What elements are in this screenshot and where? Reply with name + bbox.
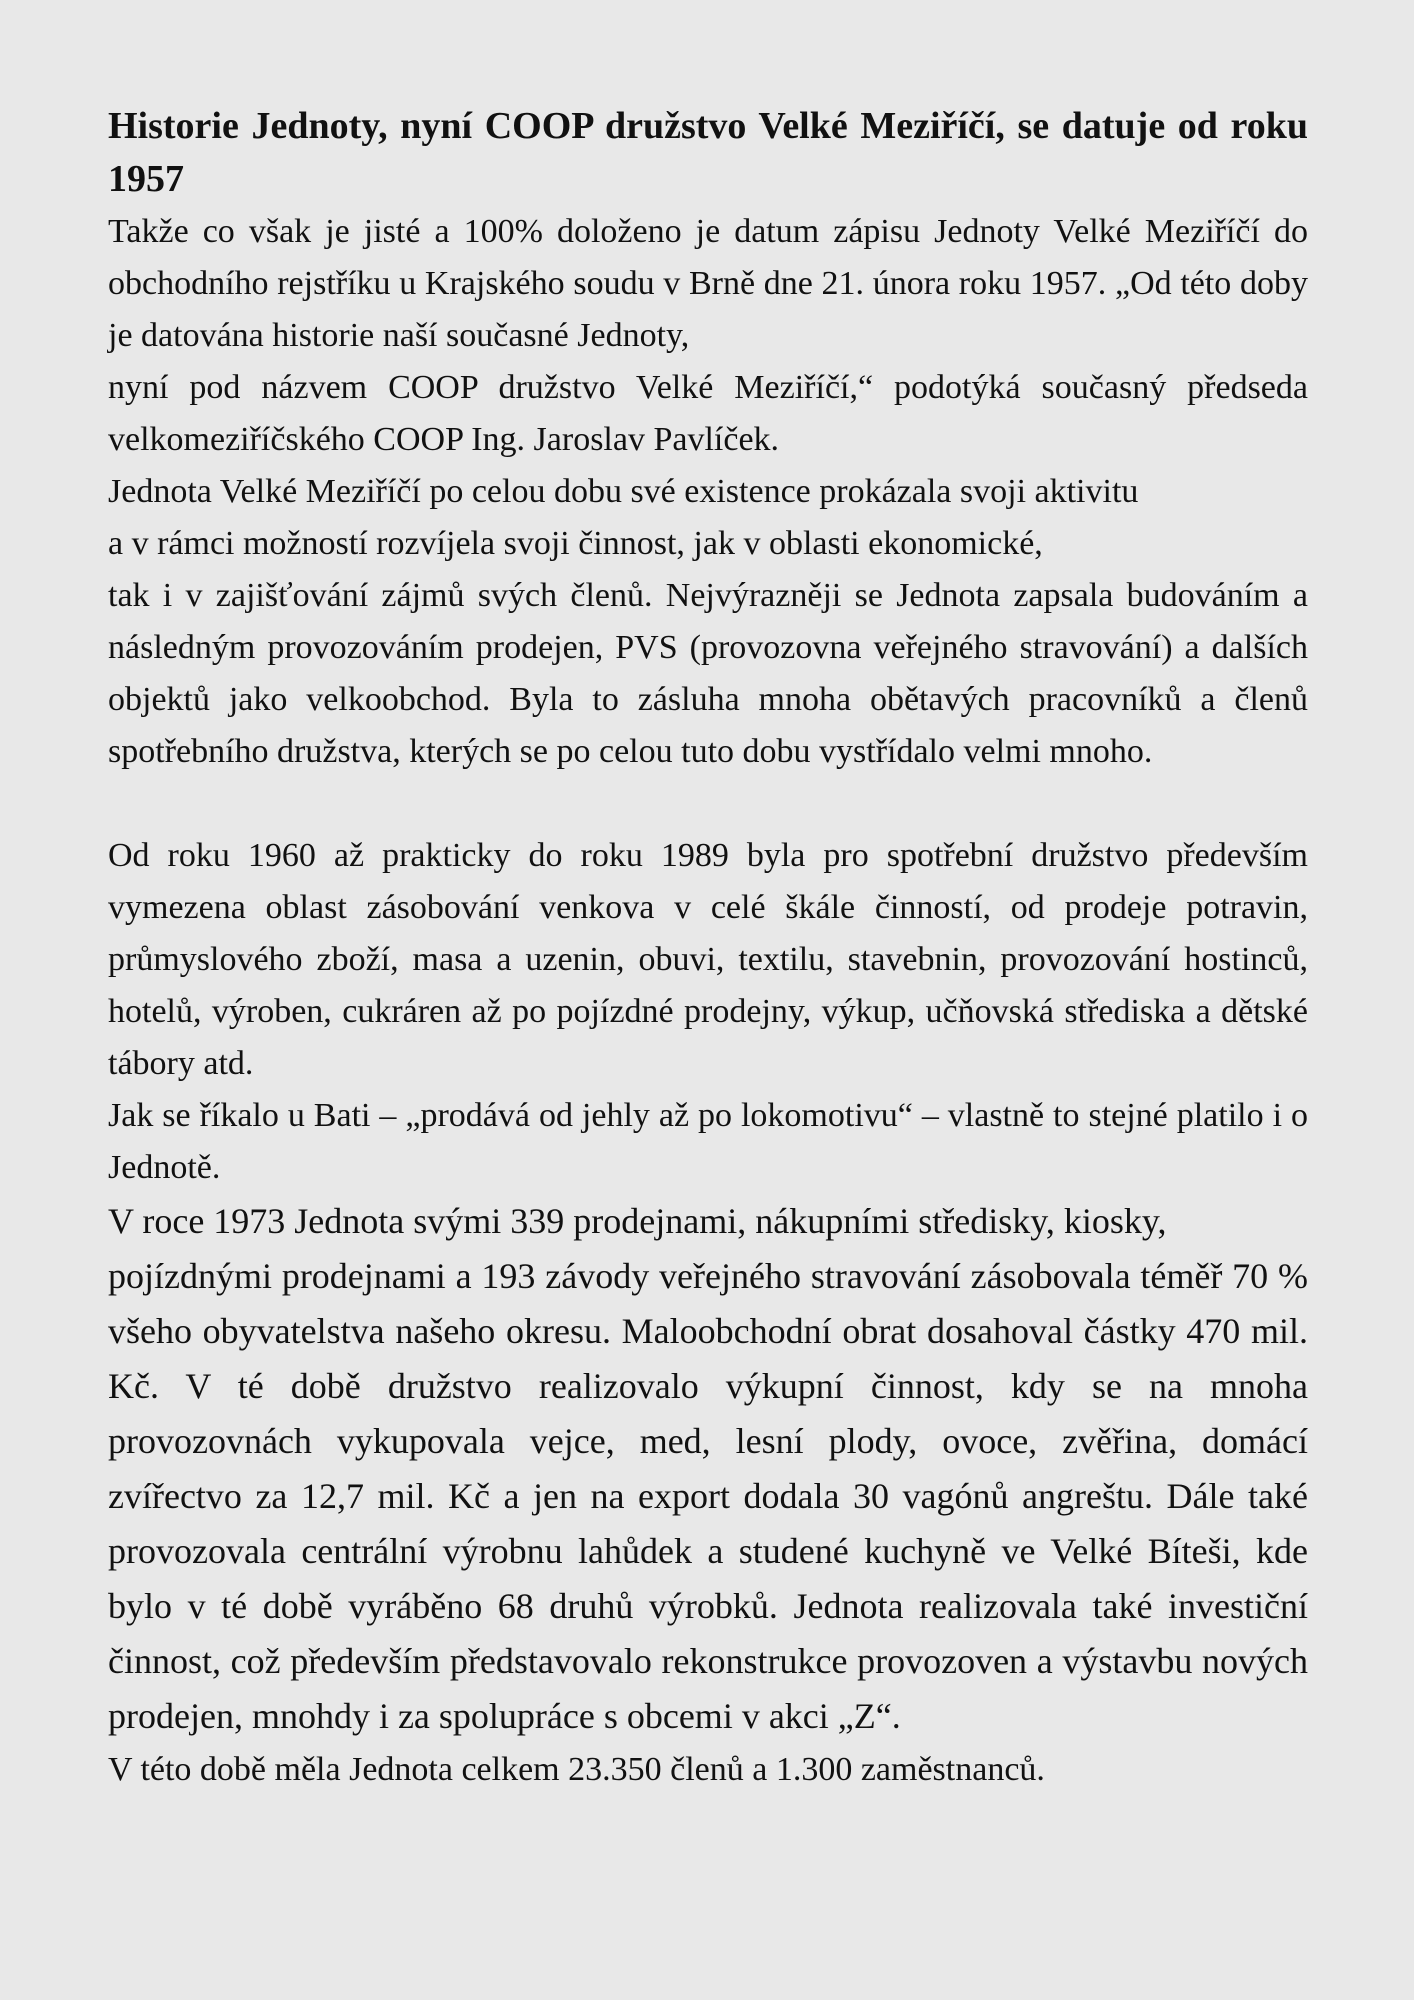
paragraph-7: Jak se říkalo u Bati – „prodává od jehly až po lokomotivu“ – vlastně to stejné platilo i o Jednotě.	[108, 1097, 1308, 1186]
paragraph-1: Takže co však je jisté a 100% doloženo je datum zápisu Jednoty Velké Meziříčí do obchodního rejstříku u Krajského soudu v Brně dne 21. února roku 1957. „Od této doby je datována historie naší současné Jednoty,	[108, 213, 1308, 354]
paragraph-3: Jednota Velké Meziříčí po celou dobu své existence prokázala svoji aktivitu	[108, 473, 1139, 510]
document-heading: Historie Jednoty, nyní COOP družstvo Velké Meziříčí, se datuje od roku 1957	[108, 105, 1308, 200]
paragraph-10: V této době měla Jednota celkem 23.350 členů a 1.300 zaměstnanců.	[108, 1751, 1045, 1788]
paragraph-5: tak i v zajišťování zájmů svých členů. Nejvýrazněji se Jednota zapsala budováním a následným provozováním prodejen, PVS (provozovna veřejného stravování) a dalších objektů jako velkoobchod. Byla to zásluha mnoha obětavých pracovníků a členů spotřebního družstva, kterých se po celou tuto dobu vystřídalo velmi mnoho.	[108, 577, 1308, 770]
paragraph-spacer	[108, 778, 1308, 830]
paragraph-4: a v rámci možností rozvíjela svoji činnost, jak v oblasti ekonomické,	[108, 525, 1043, 562]
document-page	[108, 100, 1308, 1796]
paragraph-2: nyní pod názvem COOP družstvo Velké Meziříčí,“ podotýká současný předseda velkomeziříčského COOP Ing. Jaroslav Pavlíček.	[108, 369, 1308, 458]
paragraph-8: V roce 1973 Jednota svými 339 prodejnami, nákupními středisky, kiosky,	[108, 1201, 1167, 1241]
paragraph-9: pojízdnými prodejnami a 193 závody veřejného stravování zásobovala téměř 70 % všeho obyvatelstva našeho okresu. Maloobchodní obrat dosahoval částky 470 mil. Kč. V té době družstvo realizovalo výkupní činnost, kdy se na mnoha provozovnách vykupovala vejce, med, lesní plody, ovoce, zvěřina, domácí zvířectvo za 12,7 mil. Kč a jen na export dodala 30 vagónů angreštu. Dále také provozovala centrální výrobnu lahůdek a studené kuchyně ve Velké Bíteši, kde bylo v té době vyráběno 68 druhů výrobků. Jednota realizovala také investiční činnost, což především představovalo rekonstrukce provozoven a výstavbu nových prodejen, mnohdy i za spolupráce s obcemi v akci „Z“.	[108, 1256, 1308, 1736]
paragraph-6: Od roku 1960 až prakticky do roku 1989 byla pro spotřební družstvo především vymezena oblast zásobování venkova v celé škále činností, od prodeje potravin, průmyslového zboží, masa a uzenin, obuvi, textilu, stavebnin, provozování hostinců, hotelů, výroben, cukráren až po pojízdné prodejny, výkup, učňovská střediska a dětské tábory atd.	[108, 837, 1308, 1082]
